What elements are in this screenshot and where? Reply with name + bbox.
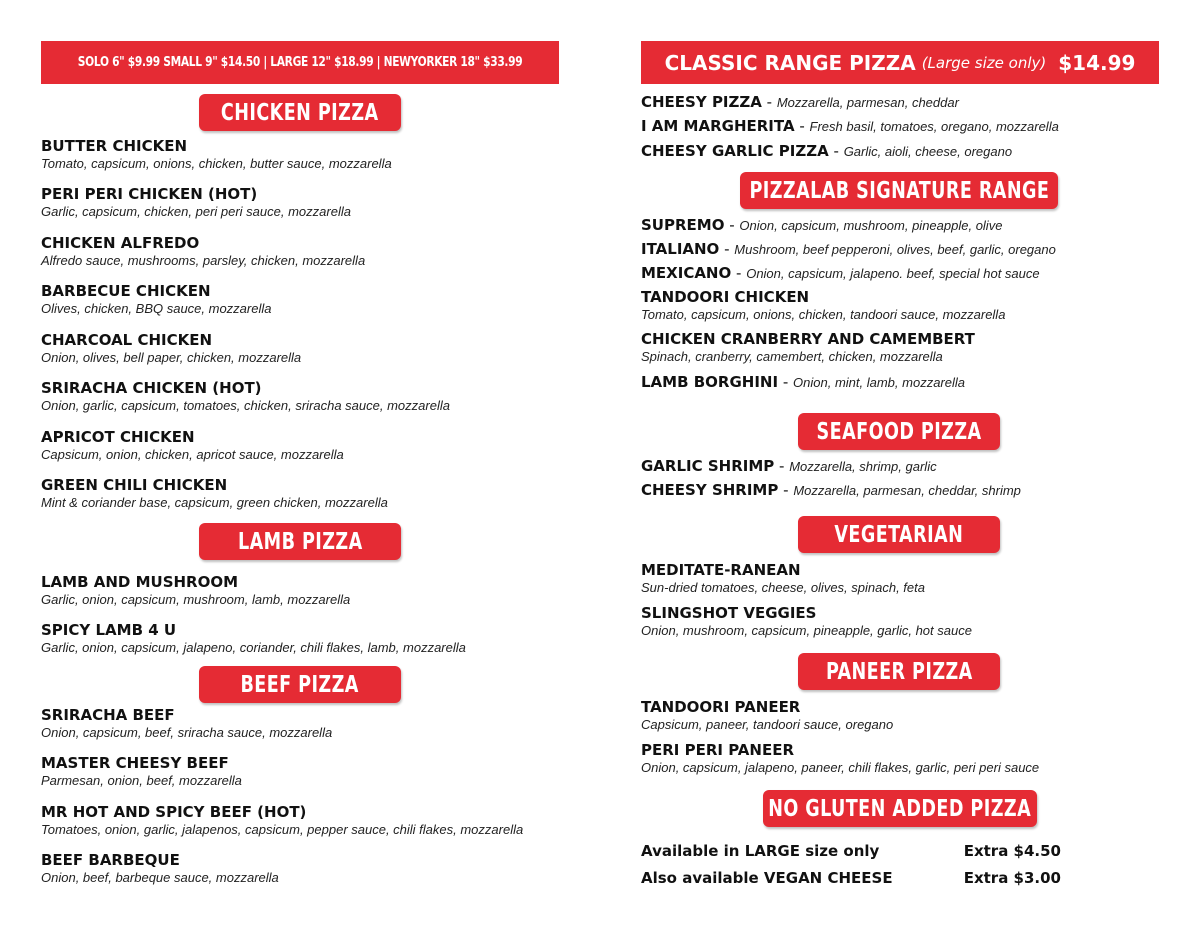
sizes-price-bar (41, 41, 559, 84)
classic-range-title: CLASSIC RANGE PIZZA (664, 50, 916, 75)
menu-item: GREEN CHILI CHICKEN Mint & coriander base, capsicum, green chicken, mozzarella (41, 476, 388, 510)
menu-item: CHEESY GARLIC PIZZA - Garlic, aioli, cheese, oregano (641, 142, 1013, 160)
menu-item: CHEESY SHRIMP - Mozzarella, parmesan, cheddar, shrimp (641, 481, 1021, 499)
classic-range-bar (641, 41, 1159, 84)
beef-pizza-heading: BEEF PIZZA (199, 666, 401, 703)
menu-item: SPICY LAMB 4 U Garlic, onion, capsicum, jalapeno, coriander, chili flakes, lamb, mozzarella (41, 621, 466, 655)
seafood-pizza-heading: SEAFOOD PIZZA (798, 413, 1000, 450)
no-gluten-heading: NO GLUTEN ADDED PIZZA (763, 790, 1037, 827)
classic-range-note: (Large size only) (921, 53, 1047, 72)
menu-item: ITALIANO - Mushroom, beef pepperoni, olives, beef, garlic, oregano (641, 240, 1056, 258)
menu-item: SRIRACHA BEEF Onion, capsicum, beef, sriracha sauce, mozzarella (41, 706, 333, 740)
menu-item: PERI PERI PANEER Onion, capsicum, jalapeno, paneer, chili flakes, garlic, peri peri sauce (641, 741, 1040, 775)
vegetarian-heading: VEGETARIAN (798, 516, 1000, 553)
menu-item: BEEF BARBEQUE Onion, beef, barbeque sauce, mozzarella (41, 851, 279, 885)
gluten-option-row: Available in LARGE size only Extra $4.50 (641, 842, 1061, 860)
menu-item: BARBECUE CHICKEN Olives, chicken, BBQ sauce, mozzarella (41, 282, 272, 316)
menu-item: CHICKEN ALFREDO Alfredo sauce, mushrooms, parsley, chicken, mozzarella (41, 234, 366, 268)
paneer-pizza-heading: PANEER PIZZA (798, 653, 1000, 690)
menu-item: MEDITATE-RANEAN Sun-dried tomatoes, cheese, olives, spinach, feta (641, 561, 925, 595)
signature-range-heading: PIZZALAB SIGNATURE RANGE (740, 172, 1058, 209)
menu-item: BUTTER CHICKEN Tomato, capsicum, onions, chicken, butter sauce, mozzarella (41, 137, 392, 171)
sizes-price-text: SOLO 6" $9.99 SMALL 9" $14.50 | LARGE 12" $18.99 | NEWYORKER 18" $33.99 (77, 55, 523, 70)
chicken-pizza-heading: CHICKEN PIZZA (199, 94, 401, 131)
menu-item: I AM MARGHERITA - Fresh basil, tomatoes, oregano, mozzarella (641, 117, 1059, 135)
menu-item: CHICKEN CRANBERRY AND CAMEMBERT Spinach, cranberry, camembert, chicken, mozzarella (641, 330, 975, 364)
menu-item: CHARCOAL CHICKEN Onion, olives, bell paper, chicken, mozzarella (41, 331, 302, 365)
menu-item: TANDOORI CHICKEN Tomato, capsicum, onions, chicken, tandoori sauce, mozzarella (641, 288, 1006, 322)
menu-item: MEXICANO - Onion, capsicum, jalapeno. beef, special hot sauce (641, 264, 1040, 282)
lamb-pizza-heading: LAMB PIZZA (199, 523, 401, 560)
gluten-option-row: Also available VEGAN CHEESE Extra $3.00 (641, 869, 1061, 887)
menu-item: MASTER CHEESY BEEF Parmesan, onion, beef, mozzarella (41, 754, 242, 788)
menu-item: CHEESY PIZZA - Mozzarella, parmesan, cheddar (641, 93, 959, 111)
menu-item: SUPREMO - Onion, capsicum, mushroom, pineapple, olive (641, 216, 1003, 234)
menu-item: SRIRACHA CHICKEN (HOT) Onion, garlic, capsicum, tomatoes, chicken, sriracha sauce, mozzarella (41, 379, 450, 413)
menu-item: LAMB BORGHINI - Onion, mint, lamb, mozzarella (641, 373, 965, 391)
menu-item: LAMB AND MUSHROOM Garlic, onion, capsicum, mushroom, lamb, mozzarella (41, 573, 351, 607)
menu-item: TANDOORI PANEER Capsicum, paneer, tandoori sauce, oregano (641, 698, 894, 732)
classic-range-price: $14.99 (1058, 50, 1136, 75)
menu-item: MR HOT AND SPICY BEEF (HOT) Tomatoes, onion, garlic, jalapenos, capsicum, pepper sauce, chili flakes, mozzarella (41, 803, 524, 837)
menu-item: GARLIC SHRIMP - Mozzarella, shrimp, garlic (641, 457, 937, 475)
menu-item: SLINGSHOT VEGGIES Onion, mushroom, capsicum, pineapple, garlic, hot sauce (641, 604, 972, 638)
menu-item: APRICOT CHICKEN Capsicum, onion, chicken, apricot sauce, mozzarella (41, 428, 344, 462)
menu-item: PERI PERI CHICKEN (HOT) Garlic, capsicum, chicken, peri peri sauce, mozzarella (41, 185, 351, 219)
